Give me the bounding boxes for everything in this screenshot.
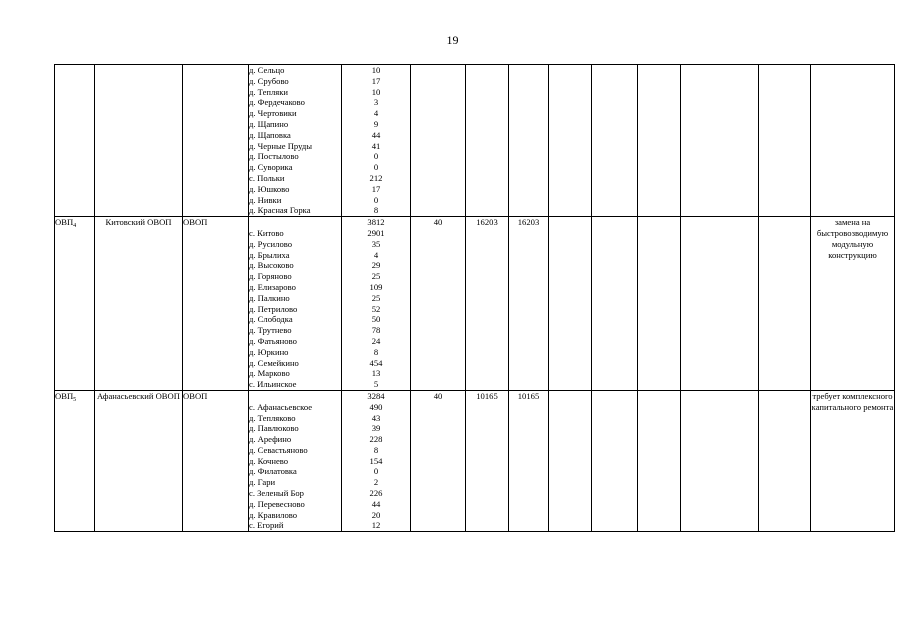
settlement-population: 10 — [371, 86, 381, 97]
settlement-name: д. Чертовики — [249, 108, 297, 119]
value-col7: 10165 — [466, 390, 509, 531]
settlement-name: с. Зеленый Бор — [249, 488, 304, 499]
settlement-population: 8 — [373, 205, 379, 216]
settlement-name: д. Нивки — [249, 194, 282, 205]
settlement-population: 41 — [371, 140, 381, 151]
empty-cell — [759, 390, 811, 531]
empty-cell — [549, 65, 592, 217]
settlement-name: д. Фердечаково — [249, 97, 305, 108]
empty-cell — [681, 65, 759, 217]
population-total: 3812 — [367, 217, 385, 228]
settlement-name: с. Афанасьевское — [249, 401, 313, 412]
settlement-population: 0 — [373, 151, 379, 162]
settlement-population: 228 — [369, 434, 383, 445]
settlement-population: 20 — [371, 509, 381, 520]
settlement-population: 490 — [369, 401, 383, 412]
settlement-name: д. Семейкино — [249, 357, 299, 368]
facility-code-index: 4 — [73, 223, 77, 230]
value-col8 — [509, 65, 549, 217]
settlement-population: 17 — [371, 183, 381, 194]
empty-cell — [549, 390, 592, 531]
settlement-name: д. Сельцо — [249, 65, 285, 75]
settlement-population: 12 — [371, 520, 381, 531]
population-total: 3284 — [367, 390, 385, 401]
settlement-name: д. Гари — [249, 477, 276, 488]
facility-note: требует комплексного капитального ремонта — [811, 390, 895, 531]
settlement-population: 4 — [373, 249, 379, 260]
value-col8: 16203 — [509, 217, 549, 391]
settlement-population: 2901 — [367, 227, 385, 238]
table-row — [55, 65, 895, 217]
value-col7 — [466, 65, 509, 217]
facility-code-cell — [55, 65, 95, 217]
settlement-spacer — [249, 217, 341, 228]
empty-cell — [638, 390, 681, 531]
settlement-name: д. Юшково — [249, 183, 290, 194]
population-list — [342, 217, 411, 391]
settlement-population: 5 — [373, 379, 379, 390]
settlement-name: д. Севастьяново — [249, 444, 308, 455]
settlement-name: с. Егорий — [249, 520, 284, 531]
settlement-population: 3 — [373, 97, 379, 108]
settlement-name: д. Петрилово — [249, 303, 298, 314]
settlement-population: 25 — [371, 292, 381, 303]
settlement-list — [249, 217, 342, 391]
facility-name — [95, 65, 183, 217]
settlement-population: 44 — [371, 498, 381, 509]
facility-code-cell — [55, 390, 95, 531]
settlement-name: д. Срубово — [249, 75, 289, 86]
facility-type — [183, 65, 249, 217]
facility-code: ОВП — [55, 390, 74, 401]
settlement-name: д. Черные Пруды — [249, 140, 312, 151]
facility-type: ОВОП — [183, 390, 249, 531]
facility-code-index: 5 — [73, 396, 77, 403]
settlement-population: 10 — [371, 65, 381, 75]
value-col7: 16203 — [466, 217, 509, 391]
settlement-name: д. Постылово — [249, 151, 299, 162]
settlement-name: д. Брылиха — [249, 249, 290, 260]
settlement-population: 8 — [373, 444, 379, 455]
settlement-name: д. Филатовка — [249, 466, 297, 477]
population-list — [342, 65, 411, 217]
empty-cell — [681, 390, 759, 531]
settlement-population: 78 — [371, 325, 381, 336]
table-row — [55, 390, 895, 531]
empty-cell — [592, 217, 638, 391]
settlement-name: с. Ильинское — [249, 379, 297, 390]
settlement-name: д. Высоково — [249, 260, 294, 271]
settlement-name: д. Юркино — [249, 346, 289, 357]
settlement-population: 44 — [371, 129, 381, 140]
settlement-name: д. Марково — [249, 368, 290, 379]
settlement-list — [249, 65, 342, 217]
empty-cell — [638, 217, 681, 391]
value-col8: 10165 — [509, 390, 549, 531]
value-col6: 40 — [411, 217, 466, 391]
settlement-name: д. Кочнево — [249, 455, 289, 466]
value-col6: 40 — [411, 390, 466, 531]
settlement-population: 4 — [373, 108, 379, 119]
facility-name: Афанасьевский ОВОП — [95, 390, 183, 531]
settlement-population: 8 — [373, 346, 379, 357]
settlement-population: 50 — [371, 314, 381, 325]
settlement-name: д. Горяново — [249, 271, 292, 282]
settlement-population: 35 — [371, 238, 381, 249]
settlement-population: 52 — [371, 303, 381, 314]
settlement-population: 109 — [369, 281, 383, 292]
settlement-name: д. Тепляки — [249, 86, 289, 97]
settlement-list — [249, 390, 342, 531]
settlement-name: д. Арефино — [249, 434, 292, 445]
settlement-population: 454 — [369, 357, 383, 368]
settlement-name: д. Перевесново — [249, 498, 305, 509]
empty-cell — [592, 390, 638, 531]
settlement-name: д. Кравилово — [249, 509, 298, 520]
facility-type: ОВОП — [183, 217, 249, 391]
settlement-name: д. Щапино — [249, 118, 289, 129]
settlement-population: 212 — [369, 172, 383, 183]
facility-code-cell — [55, 217, 95, 391]
value-col6 — [411, 65, 466, 217]
facilities-table — [54, 64, 895, 532]
settlement-population: 13 — [371, 368, 381, 379]
settlement-name: д. Трутнево — [249, 325, 292, 336]
settlement-population: 9 — [373, 118, 379, 129]
settlement-population: 0 — [373, 162, 379, 173]
settlement-population: 25 — [371, 271, 381, 282]
settlement-population: 43 — [371, 412, 381, 423]
settlement-population: 29 — [371, 260, 381, 271]
table-row — [55, 217, 895, 391]
settlement-population: 0 — [373, 194, 379, 205]
empty-cell — [549, 217, 592, 391]
settlement-name: д. Русилово — [249, 238, 293, 249]
facility-name: Китовский ОВОП — [95, 217, 183, 391]
empty-cell — [759, 217, 811, 391]
settlement-population: 226 — [369, 488, 383, 499]
facility-note: замена на быстровозводимую модульную конструкцию — [811, 217, 895, 391]
settlement-name: д. Палкино — [249, 292, 290, 303]
empty-cell — [681, 217, 759, 391]
settlement-name: д. Фатьяново — [249, 335, 297, 346]
facility-code: ОВП — [55, 217, 74, 228]
empty-cell — [759, 65, 811, 217]
population-list — [342, 390, 411, 531]
settlement-population: 39 — [371, 423, 381, 434]
settlement-name: д. Елизарово — [249, 281, 296, 292]
settlement-name: с. Польки — [249, 172, 285, 183]
empty-cell — [592, 65, 638, 217]
empty-cell — [638, 65, 681, 217]
settlement-name: д. Красная Горка — [249, 205, 311, 216]
settlement-population: 154 — [369, 455, 383, 466]
page-number: 19 — [446, 33, 459, 47]
facility-note — [811, 65, 895, 217]
settlement-name: д. Щаповка — [249, 129, 291, 140]
settlement-name: д. Павлюково — [249, 423, 299, 434]
settlement-name: с. Китово — [249, 227, 284, 238]
settlement-name: д. Слободка — [249, 314, 293, 325]
settlement-population: 0 — [373, 466, 379, 477]
settlement-name: д. Тепляково — [249, 412, 296, 423]
settlement-name: д. Суворика — [249, 162, 293, 173]
settlement-population: 2 — [373, 477, 379, 488]
settlement-population: 24 — [371, 335, 381, 346]
settlement-spacer — [249, 391, 341, 402]
settlement-population: 17 — [371, 75, 381, 86]
